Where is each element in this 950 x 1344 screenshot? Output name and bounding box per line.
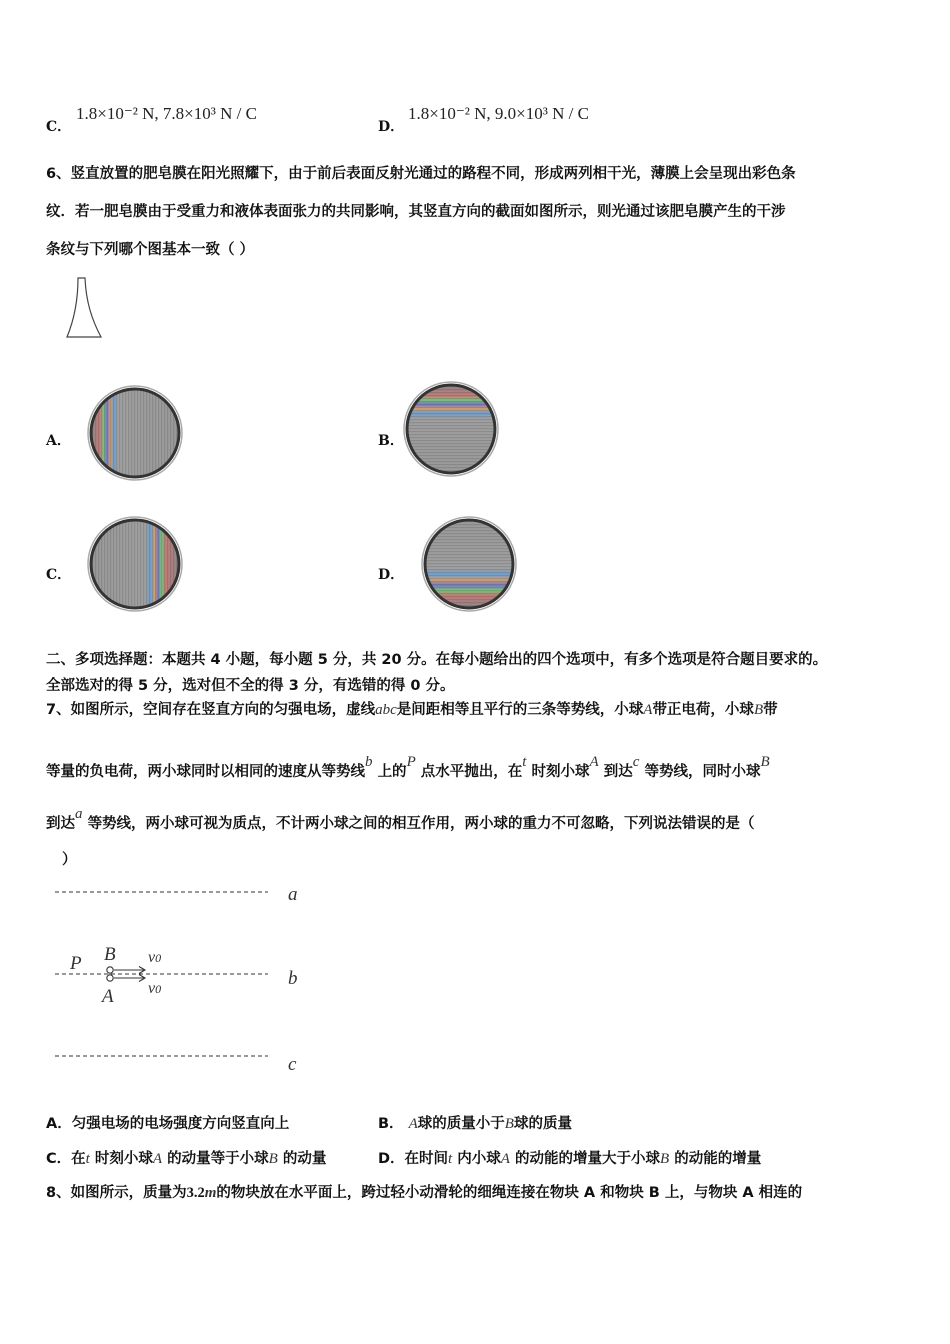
fringe-pattern-d — [420, 515, 518, 613]
fringe-pattern-a — [86, 384, 184, 482]
line-label-c: c — [288, 1054, 297, 1075]
option-d-label: D． — [378, 119, 405, 135]
q6-line-1: 6、竖直放置的肥皂膜在阳光照耀下，由于前后表面反射光通过的路程不同，形成两列相干光，薄膜上会呈现出彩色条 — [46, 166, 796, 182]
option-c-formula: 1.8×10⁻² N, 7.8×10³ N / C — [76, 104, 257, 123]
fringe-pattern-b — [402, 380, 500, 478]
q7-option-d: D．在时间t 内小球A 的动能的增量大于小球B 的动能的增量 — [378, 1151, 762, 1167]
q7-option-c: C．在t 时刻小球A 的动量等于小球B 的动量 — [46, 1151, 327, 1167]
velocity-label-top: v0 — [148, 949, 162, 966]
q7-option-b: B． A球的质量小于B球的质量 — [378, 1116, 572, 1132]
q6-option-d-label: D． — [378, 567, 405, 583]
q7-line-2: 等量的负电荷，两小球同时以相同的速度从等势线b 上的P 点水平抛出，在t 时刻小球A 到达c 等势线，同时小球B — [46, 754, 770, 780]
q6-option-a-label: A． — [46, 433, 71, 449]
soap-film-cross-section — [62, 272, 106, 342]
velocity-label-bottom: v0 — [148, 980, 162, 997]
point-label-p: P — [70, 953, 82, 974]
section-2-line-1: 二、多项选择题：本题共 4 小题，每小题 5 分，共 20 分。在每小题给出的四个选项中，有多个选项是符合题目要求的。 — [46, 652, 828, 668]
q7-line-4: ） — [62, 852, 77, 868]
q6-line-3: 条纹与下列哪个图基本一致（ ） — [46, 242, 255, 258]
ball-label-a: A — [102, 986, 114, 1007]
option-c-label: C． — [46, 119, 72, 135]
q7-line-1: 7、如图所示，空间存在竖直方向的匀强电场，虚线abc是间距相等且平行的三条等势线，小球A带正电荷，小球B带 — [46, 702, 778, 718]
q6-line-2: 纹．若一肥皂膜由于受重力和液体表面张力的共同影响，其竖直方向的截面如图所示，则光通过该肥皂膜产生的干涉 — [46, 204, 786, 220]
q7-line-3: 到达a 等势线，两小球可视为质点，不计两小球之间的相互作用，两小球的重力不可忽略，下列说法错误的是（ — [46, 806, 755, 832]
fringe-pattern-c — [86, 515, 184, 613]
ball-label-b: B — [104, 944, 116, 965]
q6-option-b-label: B． — [378, 433, 404, 449]
q6-option-c-label: C． — [46, 567, 72, 583]
option-d-formula: 1.8×10⁻² N, 9.0×10³ N / C — [408, 104, 589, 123]
equipotential-figure — [50, 878, 320, 1078]
ball-b — [107, 967, 113, 973]
line-label-a: a — [288, 884, 298, 905]
q7-option-a: A．匀强电场的电场强度方向竖直向上 — [46, 1116, 290, 1132]
q8-line-1: 8、如图所示，质量为3.2m的物块放在水平面上，跨过轻小动滑轮的细绳连接在物块 A 和物块 B 上，与物块 A 相连的 — [46, 1185, 803, 1201]
line-label-b: b — [288, 968, 298, 989]
section-2-line-2: 全部选对的得 5 分，选对但不全的得 3 分，有选错的得 0 分。 — [46, 678, 455, 694]
ball-a — [107, 975, 113, 981]
